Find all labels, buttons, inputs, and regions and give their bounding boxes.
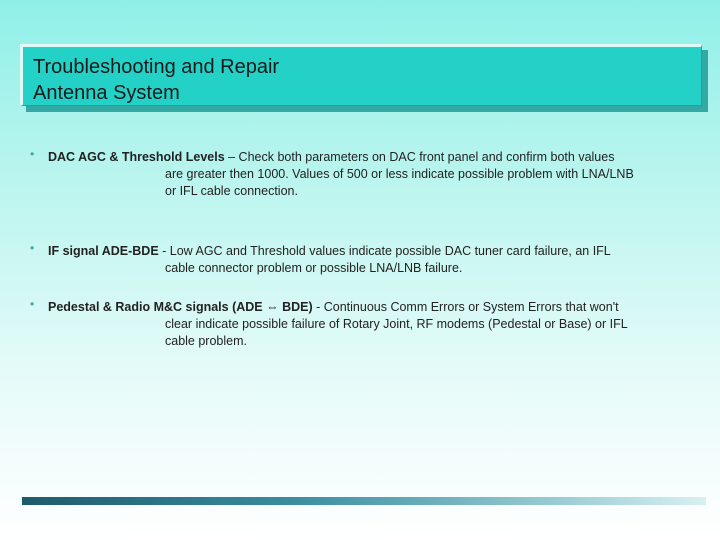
bullet-continuation: clear indicate possible failure of Rotary Joint, RF modems (Pedestal or Base) or IFL (165, 317, 628, 331)
slide-title-line1: Troubleshooting and Repair (33, 56, 280, 78)
bullet-first-line (48, 243, 611, 260)
bullet-dot: • (30, 147, 35, 161)
title-box (20, 44, 702, 106)
bullet-text: - Continuous Comm Errors or System Errors that won't (312, 300, 619, 314)
bullet-dot: • (30, 241, 35, 255)
bullet-continuation: cable problem. (165, 334, 247, 348)
bullet-heading: Pedestal & Radio M&C signals (ADE ⇔ BDE) (48, 300, 313, 314)
bullet-first-line (48, 149, 614, 166)
bullet-continuation: or IFL cable connection. (165, 184, 298, 198)
bullet-dot: • (30, 297, 35, 311)
bullet-continuation: are greater then 1000. Values of 500 or less indicate possible problem with LNA/LNB (165, 167, 634, 181)
slide-title-line2: Antenna System (33, 82, 180, 104)
bullet-text: - Low AGC and Threshold values indicate possible DAC tuner card failure, an IFL (158, 244, 611, 258)
footer-gradient-bar (22, 497, 706, 505)
bullet-text: – Check both parameters on DAC front panel and confirm both values (224, 150, 615, 164)
bullet-heading: DAC AGC & Threshold Levels (48, 150, 225, 164)
bullet-first-line (48, 299, 619, 316)
bullet-continuation: cable connector problem or possible LNA/LNB failure. (165, 261, 463, 275)
bullet-heading: IF signal ADE-BDE (48, 244, 159, 258)
